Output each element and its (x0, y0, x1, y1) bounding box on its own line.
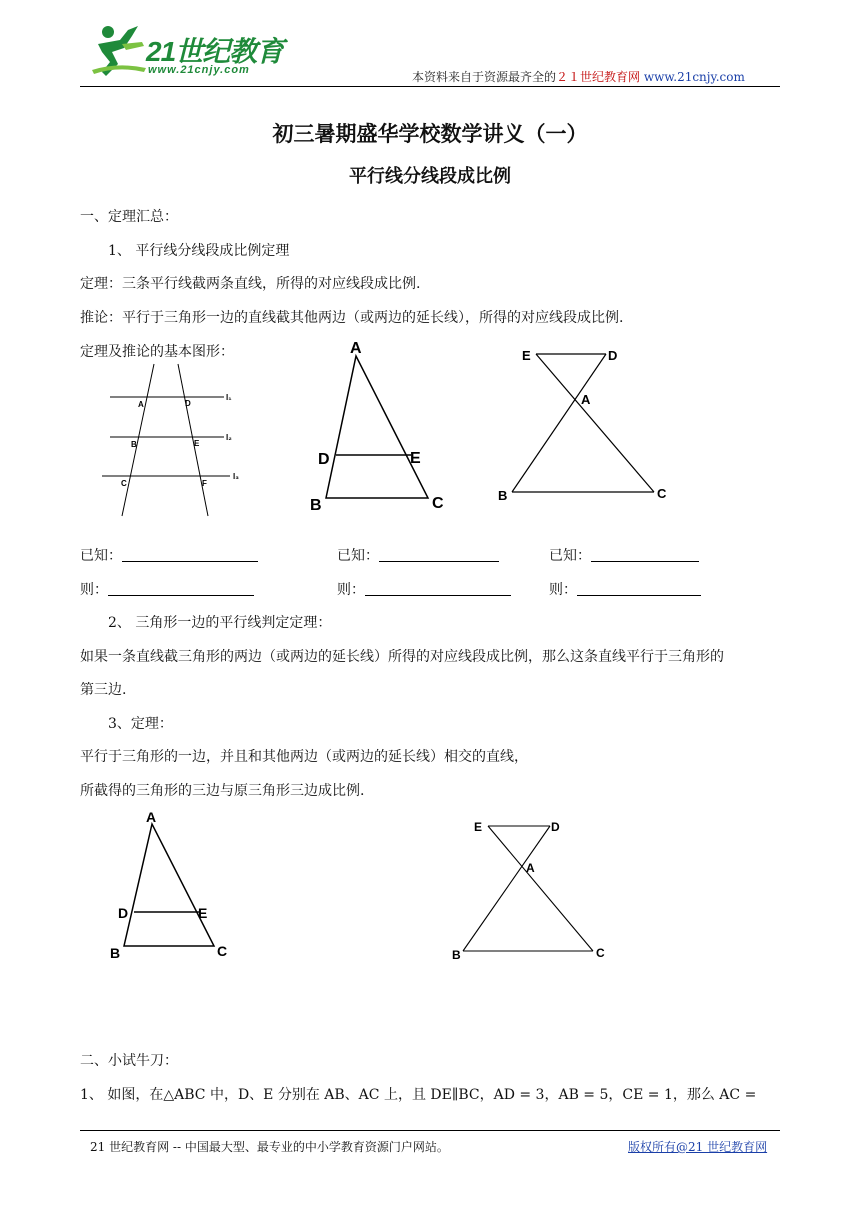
label-C: C (121, 479, 127, 488)
footer-left: 21 世纪教育网 -- 中国最大型、最专业的中小学教育资源门户网站。 (90, 1140, 449, 1154)
label-E: E (198, 905, 208, 921)
corollary-text: 推论：平行于三角形一边的直线截其他两边（或两边的延长线），所得的对应线段成比例. (80, 310, 624, 326)
header (0, 0, 860, 90)
given-2-blank[interactable] (379, 547, 499, 562)
label-B: B (452, 948, 461, 962)
section1-heading: 一、定理汇总： (80, 209, 178, 225)
label-B: B (110, 945, 121, 961)
label-l3: l₃ (233, 472, 239, 481)
then-3-blank[interactable] (577, 581, 701, 596)
footer-rule (80, 1130, 780, 1131)
logo-text: 21世纪教育 (146, 36, 284, 67)
footer-copyright-link[interactable]: 版权所有@21 世纪教育网 (628, 1140, 768, 1154)
label-l1: l₁ (226, 393, 232, 402)
label-A: A (350, 340, 362, 357)
then-1-blank[interactable] (108, 581, 254, 596)
label-E: E (194, 439, 200, 448)
item2-text-1: 如果一条直线截三角形的两边（或两边的延长线）所得的对应线段成比例，那么这条直线平行于三角形的 (80, 649, 724, 665)
parallel-lines-figure (96, 360, 256, 520)
item2-title: 2、 三角形一边的平行线判定定理： (108, 615, 332, 631)
label-E: E (410, 450, 421, 467)
label-A: A (526, 861, 535, 875)
then-2: 则： (337, 579, 511, 599)
label-F: F (202, 479, 207, 488)
item3-title: 3、定理： (108, 716, 173, 732)
label-A: A (581, 392, 591, 407)
logo-url: www.21cnjy.com (148, 64, 250, 76)
label-D: D (608, 348, 618, 363)
then-2-blank[interactable] (365, 581, 511, 596)
label-C: C (432, 495, 444, 512)
given-3-blank[interactable] (591, 547, 699, 562)
label-C: C (657, 486, 667, 501)
label-A: A (146, 809, 157, 825)
figures-label: 定理及推论的基本图形： (80, 344, 234, 360)
item1-title: 1、 平行线分线段成比例定理 (108, 243, 290, 259)
then-3: 则： (549, 579, 701, 599)
item3-text-1: 平行于三角形的一边，并且和其他两边（或两边的延长线）相交的直线， (80, 749, 528, 765)
hourglass-figure-2 (448, 814, 618, 964)
label-D: D (318, 451, 330, 468)
label-B: B (131, 440, 137, 449)
header-url-link[interactable]: www.21cnjy.com (643, 70, 745, 84)
triangle-figure-2 (104, 806, 244, 966)
question-1: 1、 如图，在△ABC 中，D、E 分别在 AB、AC 上，且 DE∥BC，AD = 3，AB = 5，CE = 1，那么 AC = (80, 1087, 757, 1103)
label-C: C (596, 946, 605, 960)
label-B: B (498, 488, 508, 503)
label-D: D (185, 399, 191, 408)
given-1-blank[interactable] (122, 547, 258, 562)
page-subtitle: 平行线分线段成比例 (349, 166, 511, 187)
page-title: 初三暑期盛华学校数学讲义（一） (272, 121, 588, 146)
item2-text-2: 第三边. (80, 682, 127, 698)
section2-heading: 二、小试牛刀： (80, 1053, 178, 1069)
triangle-figure-1 (306, 336, 456, 516)
label-E: E (522, 348, 531, 363)
hourglass-figure-1 (492, 342, 682, 508)
label-l2: l₂ (226, 433, 232, 442)
header-rule (80, 86, 780, 87)
given-1: 已知： (80, 545, 258, 565)
item3-text-2: 所截得的三角形的三边与原三角形三边成比例. (80, 783, 365, 799)
given-3: 已知： (549, 545, 699, 565)
theorem-text: 定理：三条平行线截两条直线，所得的对应线段成比例. (80, 276, 421, 292)
logo-runner-icon (88, 22, 148, 80)
label-D: D (118, 905, 129, 921)
label-B: B (310, 497, 322, 514)
label-E: E (474, 820, 483, 834)
label-D: D (551, 820, 560, 834)
then-1: 则： (80, 579, 254, 599)
label-C: C (217, 943, 228, 959)
label-A: A (138, 400, 144, 409)
given-2: 已知： (337, 545, 499, 565)
header-note: 本资料来自于资源最齐全的２１世纪教育网 www.21cnjy.com (412, 70, 745, 84)
